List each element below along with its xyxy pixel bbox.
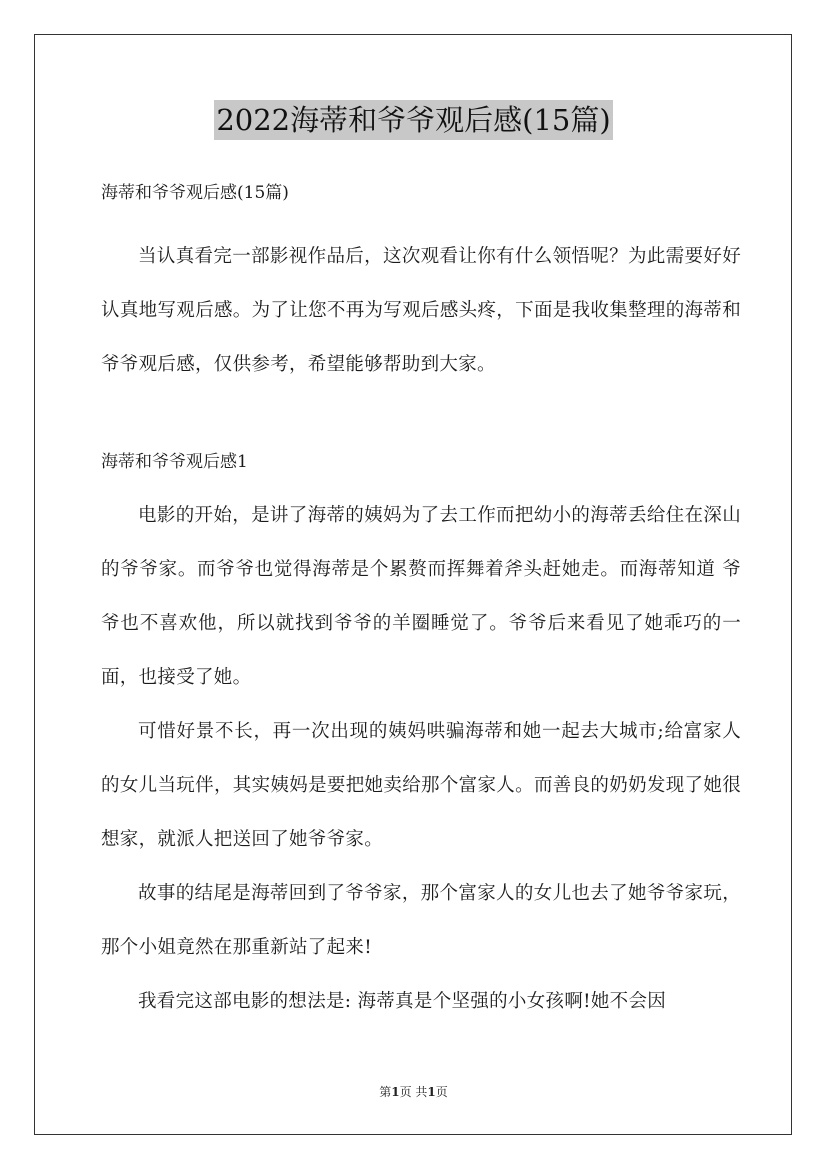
body-paragraph: 电影的开始，是讲了海蒂的姨妈为了去工作而把幼小的海蒂丢给住在深山的爷爷家。而爷爷也觉得海蒂是个累赘而挥舞着斧头赶她走。而海蒂知道 爷爷也不喜欢他，所以就找到爷爷的羊圈睡觉了。爷爷后来看见了她乖巧的一面，也接受了她。: [101, 505, 741, 688]
page-footer: [0, 1083, 827, 1101]
page-label-mid: 页 共: [399, 1085, 428, 1099]
page-number-total: 1: [427, 1085, 436, 1099]
spacer: [101, 480, 741, 489]
page-label-suffix: 页: [435, 1085, 448, 1099]
body-paragraph: 我看完这部电影的想法是: 海蒂真是个坚强的小女孩啊!她不会因: [138, 991, 667, 1012]
page-label-prefix: 第: [379, 1085, 392, 1099]
spacer: [101, 392, 741, 444]
body-paragraph: 可惜好景不长，再一次出现的姨妈哄骗海蒂和她一起去大城市;给富家人的女儿当玩伴，其实姨妈是要把她卖给那个富家人。而善良的奶奶发现了她很想家，就派人把送回了她爷爷家。: [101, 721, 741, 850]
body-paragraph: 故事的结尾是海蒂回到了爷爷家，那个富家人的女儿也去了她爷爷家玩，那个小姐竟然在那重新站了起来!: [101, 883, 741, 958]
spacer: [101, 211, 741, 230]
title-area: [0, 100, 827, 140]
page-number-current: 1: [391, 1085, 400, 1099]
document-title: 2022海蒂和爷爷观后感(15篇): [214, 100, 612, 140]
document-subtitle: 海蒂和爷爷观后感(15篇): [101, 183, 289, 203]
document-body: [101, 175, 741, 1029]
intro-paragraph: 当认真看完一部影视作品后，这次观看让你有什么领悟呢？为此需要好好认真地写观后感。为了让您不再为写观后感头疼，下面是我收集整理的海蒂和爷爷观后感，仅供参考，希望能够帮助到大家。: [101, 246, 741, 375]
section-heading: 海蒂和爷爷观后感1: [101, 452, 248, 472]
